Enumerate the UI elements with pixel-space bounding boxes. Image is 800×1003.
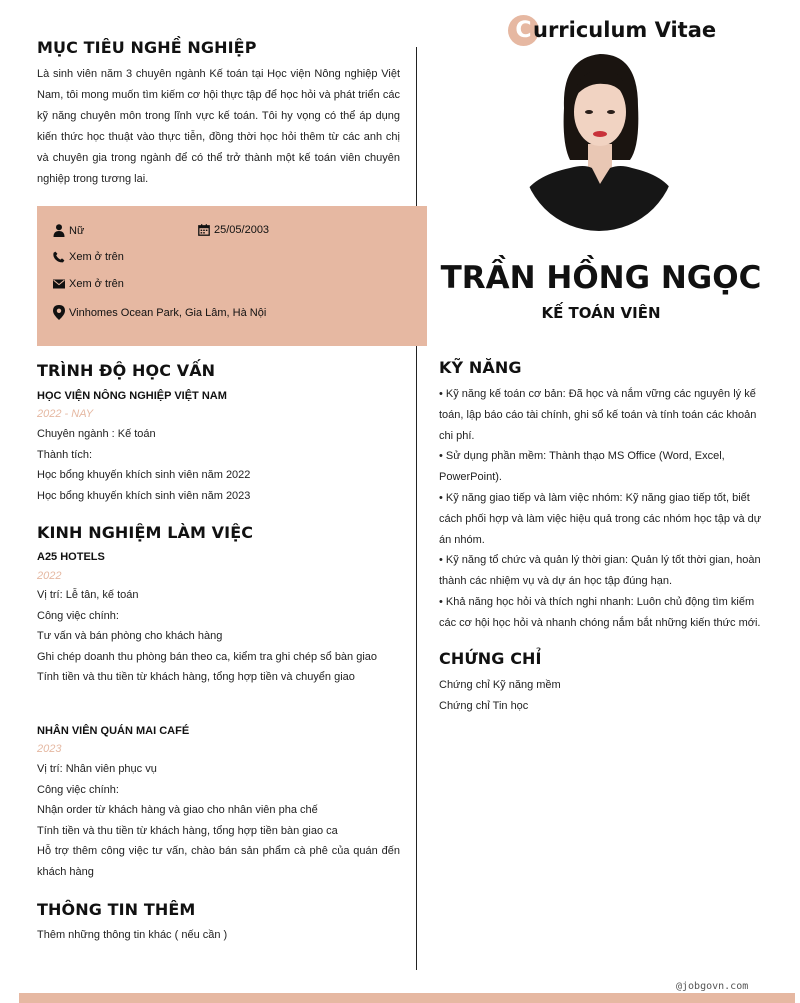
job-line: Hỗ trợ thêm công việc tư vấn, chào bán sản phẩm cà phê của quán đến khách hàng <box>37 845 400 878</box>
job-company: NHÂN VIÊN QUÁN MAI CAFÉ <box>37 725 190 737</box>
job-line: Công việc chính: <box>37 609 119 622</box>
job-line: Nhận order từ khách hàng và giao cho nhân viên pha chế <box>37 804 318 817</box>
person-icon <box>53 224 65 237</box>
skill-item: • Kỹ năng kế toán cơ bản: Đã học và nắm vững các nguyên lý kế toán, lập báo cáo tài chính, ghi sổ kế toán và tính toán các khoản chi phí. <box>439 388 757 442</box>
mail-icon <box>53 279 65 289</box>
education-line: Chuyên ngành : Kế toán <box>37 428 156 440</box>
candidate-name: TRẦN HỒNG NGỌC <box>440 260 762 296</box>
calendar-icon <box>198 224 210 236</box>
job-period: 2022 <box>37 570 62 582</box>
job-line: Tính tiền và thu tiền từ khách hàng, tổng hợp tiền và chuyển giao <box>37 671 355 684</box>
education-heading: TRÌNH ĐỘ HỌC VẤN <box>37 361 216 380</box>
column-divider <box>416 47 417 970</box>
skill-item: • Kỹ năng giao tiếp và làm việc nhóm: Kỹ năng giao tiếp tốt, biết cách phối hợp và làm việc hiệu quả trong các nhóm học tập và dự án nhóm. <box>439 491 762 546</box>
education-line: Thành tích: <box>37 448 93 461</box>
job-line: Vị trí: Lễ tân, kế toán <box>37 589 139 601</box>
objective-text: Là sinh viên năm 3 chuyên ngành Kế toán tại Học viện Nông nghiệp Việt Nam, tôi mong muốn tìm kiếm cơ hội thực tập để học hỏi và phát triển các kỹ năng chuyên môn trong lĩnh vực kế toán. Tôi hy vọng có thể áp dụng kiến thức học thuật vào thực tiễn, đồng thời học hỏi thêm từ các anh chị và chuyên gia trong ngành để có thể trở thành một kế toán viên chuyên nghiệp trong tương lai. <box>37 68 400 185</box>
objective-heading: MỤC TIÊU NGHỀ NGHIỆP <box>37 38 257 57</box>
contact-birthdate-text: 25/05/2003 <box>214 224 270 236</box>
contact-address <box>53 305 266 320</box>
education-line: Học bổng khuyến khích sinh viên năm 2022 <box>37 469 251 482</box>
contact-email <box>53 278 124 290</box>
job-line: Vị trí: Nhân viên phục vụ <box>37 763 157 775</box>
phone-icon <box>53 251 65 263</box>
skill-item: • Sử dụng phần mềm: Thành thạo MS Office (Word, Excel, PowerPoint). <box>439 450 725 484</box>
contact-gender-text: Nữ <box>69 224 85 237</box>
location-pin-icon <box>53 305 65 320</box>
education-school: HỌC VIỆN NÔNG NGHIỆP VIỆT NAM <box>37 390 227 402</box>
job-line: Tư vấn và bán phòng cho khách hàng <box>37 630 223 643</box>
education-details <box>37 424 407 506</box>
candidate-role: KẾ TOÁN VIÊN <box>541 304 661 322</box>
certificate-item: Chứng chỉ Tin học <box>439 699 529 712</box>
certificates-list <box>439 675 764 716</box>
contact-birthdate <box>198 224 269 236</box>
contact-gender <box>53 224 84 237</box>
cv-title-initial: C <box>508 15 539 46</box>
contact-phone-text: Xem ở trên <box>69 251 124 263</box>
footer-credit: @jobgovn.com <box>676 981 749 992</box>
job-details <box>37 585 412 688</box>
experience-heading: KINH NGHIỆM LÀM VIỆC <box>37 523 254 542</box>
skill-item: • Kỹ năng tổ chức và quản lý thời gian: Quản lý tốt thời gian, hoàn thành các nhiệm vụ và dự án học tập đúng hạn. <box>439 554 761 588</box>
skills-list <box>439 384 764 634</box>
job-line: Tính tiền và thu tiền từ khách hàng, tổng hợp tiền bàn giao ca <box>37 824 338 837</box>
cv-title <box>508 14 716 46</box>
skill-item: • Khả năng học hỏi và thích nghi nhanh: Luôn chủ động tìm kiếm các cơ hội học hỏi và nhanh chóng nắm bắt những kiến thức mới. <box>439 595 761 629</box>
profile-photo <box>522 48 676 231</box>
job-company: A25 HOTELS <box>37 551 105 563</box>
footer-bar <box>19 993 795 1003</box>
certificates-heading: CHỨNG CHỈ <box>439 649 542 668</box>
education-period: 2022 - NAY <box>37 408 94 420</box>
job-period: 2023 <box>37 743 62 755</box>
education-line: Học bổng khuyến khích sinh viên năm 2023 <box>37 489 251 502</box>
extra-text: Thêm những thông tin khác ( nếu cần ) <box>37 929 228 941</box>
cv-title-text: urriculum Vitae <box>533 18 717 42</box>
skills-heading: KỸ NĂNG <box>439 358 522 377</box>
job-line: Ghi chép doanh thu phòng bán theo ca, kiểm tra ghi chép sổ bàn giao <box>37 650 378 663</box>
job-details <box>37 759 400 883</box>
contact-email-text: Xem ở trên <box>69 278 124 290</box>
certificate-item: Chứng chỉ Kỹ năng mềm <box>439 679 561 691</box>
extra-heading: THÔNG TIN THÊM <box>37 900 196 919</box>
contact-phone <box>53 251 124 263</box>
contact-address-text: Vinhomes Ocean Park, Gia Lâm, Hà Nội <box>69 306 267 319</box>
job-line: Công việc chính: <box>37 783 119 796</box>
